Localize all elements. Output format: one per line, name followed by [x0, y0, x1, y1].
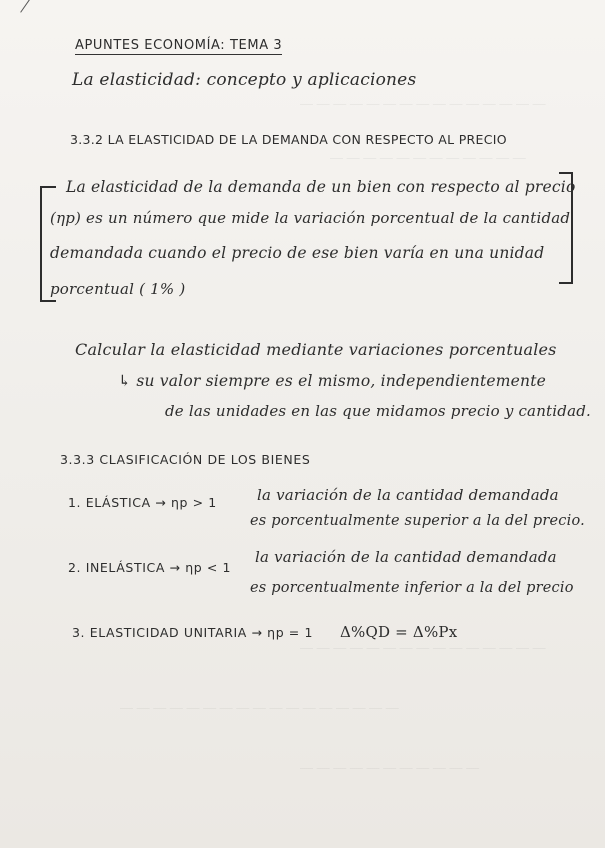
page-title: APUNTES ECONOMÍA: TEMA 3	[75, 38, 283, 53]
classification-text-elastic-1: la variación de la cantidad demandada	[257, 486, 559, 504]
classification-label-elastic: 1. ELÁSTICA → ηp > 1	[68, 495, 217, 510]
page-subtitle: La elasticidad: concepto y aplicaciones	[72, 70, 417, 90]
classification-text-inelastic-2: es porcentualmente inferior a la del precio	[250, 580, 574, 596]
section-heading-332: 3.3.2 LA ELASTICIDAD DE LA DEMANDA CON RESPECTO AL PRECIO	[70, 132, 507, 147]
definition-line-1: La elasticidad de la demanda de un bien con respecto al precio	[66, 178, 576, 196]
note-line-2: ↳ su valor siempre es el mismo, independientemente	[118, 372, 547, 390]
classification-text-inelastic-1: la variación de la cantidad demandada	[255, 548, 557, 566]
definition-line-4: porcentual ( 1% )	[50, 280, 186, 298]
definition-line-2: (ηp) es un número que mide la variación porcentual de la cantidad	[50, 209, 571, 227]
classification-text-unitary: Δ%QD = Δ%Px	[340, 623, 458, 641]
note-line-1: Calcular la elasticidad mediante variaciones porcentuales	[75, 340, 557, 359]
note-line-3: de las unidades en las que midamos precio y cantidad.	[165, 402, 592, 420]
classification-text-elastic-2: es porcentualmente superior a la del precio.	[250, 513, 585, 529]
section-heading-333: 3.3.3 CLASIFICACIÓN DE LOS BIENES	[60, 452, 311, 467]
classification-label-inelastic: 2. INELÁSTICA → ηp < 1	[68, 560, 232, 575]
classification-label-unitary: 3. ELASTICIDAD UNITARIA → ηp = 1	[72, 625, 314, 640]
definition-line-3: demandada cuando el precio de ese bien varía en una unidad	[50, 244, 545, 262]
